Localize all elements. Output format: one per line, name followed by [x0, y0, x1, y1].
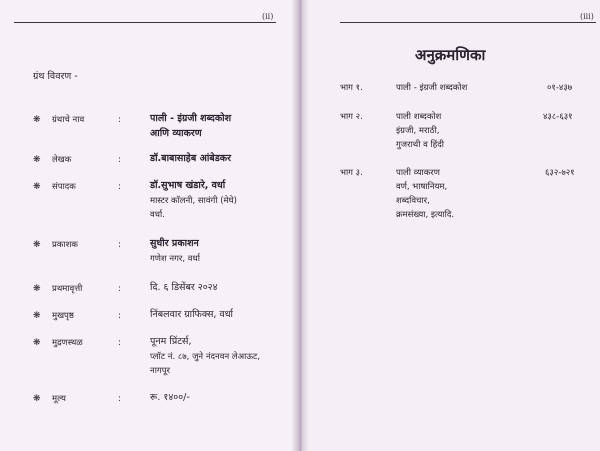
entry-text: इंग्रजी, मराठी,	[396, 126, 440, 136]
page-number: (iii)	[580, 12, 594, 21]
row-label: लेखक	[52, 155, 72, 165]
row-value: गणेश नगर, वर्धा	[150, 254, 200, 264]
row-label: ग्रंथाचे नाव	[52, 115, 85, 125]
row-value: सुधीर प्रकाशन	[150, 238, 199, 249]
entry-text: पाली व्याकरण	[396, 168, 440, 178]
row-value: डॉ.बाबासाहेब आंबेडकर	[150, 153, 231, 164]
bullet-icon: ❋	[33, 155, 41, 165]
row-value: आणि व्याकरण	[150, 128, 202, 139]
bullet-icon: ❋	[33, 182, 41, 192]
row-value: पाली - इंग्रजी शब्दकोश	[150, 113, 232, 124]
row-value: प्लॉट नं. ८७, जुने नंदनवन लेआऊट,	[150, 352, 261, 362]
row-value: रू. १४००/-	[150, 392, 190, 403]
row-value: वर्धा.	[150, 210, 165, 220]
row-colon: :	[118, 394, 121, 404]
bullet-icon: ❋	[33, 338, 41, 348]
bullet-icon: ❋	[33, 311, 41, 321]
book-gutter	[291, 0, 309, 451]
header-rule	[14, 22, 276, 23]
page-range: ०१-४३७	[547, 83, 573, 93]
row-value: पूनम प्रिंटर्स,	[150, 336, 192, 347]
right-page	[300, 0, 600, 451]
row-value: दि. ६ डिसेंबर २०२४	[150, 282, 218, 293]
section-heading: ग्रंथ विवरण -	[33, 71, 78, 82]
row-label: प्रथमावृत्ती	[52, 284, 83, 294]
entry-text: वर्ण, भाषानियम,	[396, 182, 448, 192]
row-colon: :	[118, 115, 121, 125]
row-colon: :	[118, 284, 121, 294]
bullet-icon: ❋	[33, 240, 41, 250]
page-range: ६३२-७२१	[545, 168, 575, 178]
row-label: मुद्रणस्थळ	[52, 338, 83, 348]
entry-text: पाली शब्दकोश	[396, 112, 442, 122]
row-colon: :	[118, 240, 121, 250]
row-value: नागपूर	[150, 366, 171, 376]
bullet-icon: ❋	[33, 284, 41, 294]
bullet-icon: ❋	[33, 115, 41, 125]
bullet-icon: ❋	[33, 394, 41, 404]
page-number: (ii)	[262, 12, 274, 21]
row-colon: :	[118, 182, 121, 192]
page-range: ४३८-६३१	[543, 112, 573, 122]
row-label: मुखपृष्ठ	[52, 311, 74, 321]
row-colon: :	[118, 338, 121, 348]
row-value: मास्टर कॉलनी, सावंगी (मेघे)	[150, 196, 237, 206]
entry-text: गुजराथी व हिंदी	[396, 140, 444, 150]
header-rule	[340, 22, 596, 23]
entry-text: क्रमसंख्या, इत्यादि.	[396, 210, 455, 220]
row-colon: :	[118, 155, 121, 165]
row-colon: :	[118, 311, 121, 321]
entry-text: शब्दविचार,	[396, 196, 430, 206]
row-label: प्रकाशक	[52, 240, 78, 250]
part-label: भाग २.	[340, 112, 363, 122]
row-value: निंबलवार ग्राफिक्स, वर्धा	[150, 309, 234, 320]
entry-text: पाली - इंग्रजी शब्दकोश	[396, 83, 468, 93]
index-title: अनुक्रमणिका	[415, 46, 486, 64]
row-label: मूल्य	[52, 394, 66, 404]
part-label: भाग ३.	[340, 168, 363, 178]
row-value: डॉ.सुभाष खंडारे, वर्धा	[150, 180, 226, 191]
part-label: भाग १.	[340, 83, 363, 93]
row-label: संपादक	[52, 182, 76, 192]
